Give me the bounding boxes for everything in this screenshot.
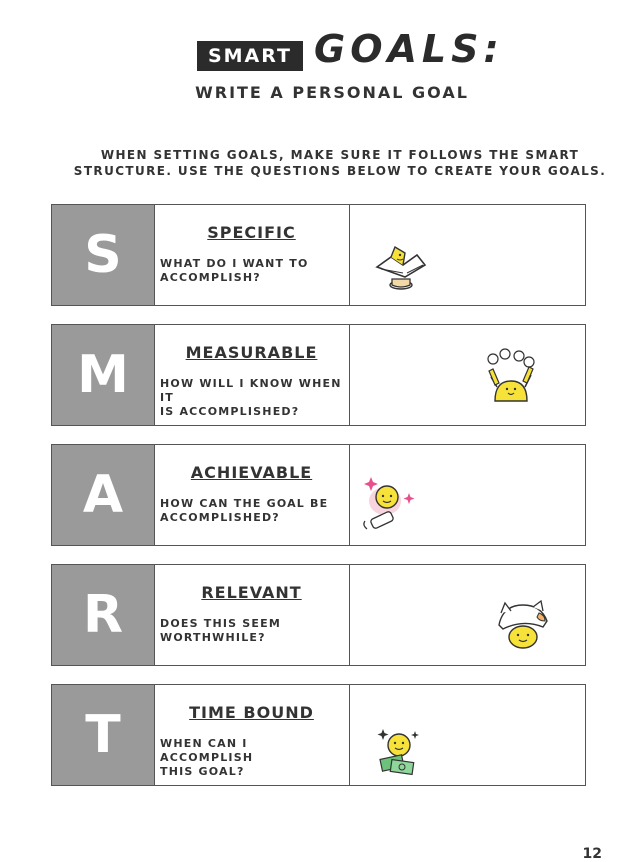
row-heading: ACHIEVABLE xyxy=(190,463,313,482)
row-question xyxy=(160,377,342,419)
goal-writing-area[interactable] xyxy=(349,325,585,425)
row-question xyxy=(160,737,342,779)
smart-row-measurable xyxy=(51,324,586,426)
goal-writing-area[interactable] xyxy=(349,445,585,545)
row-question-line-1: WHAT DO I WANT TO xyxy=(160,257,309,270)
row-question xyxy=(160,497,342,525)
row-question-line-1: WHEN CAN I ACCOMPLISH xyxy=(160,737,254,764)
goals-title: GOALS: xyxy=(314,27,504,71)
lightbulb-character-icon xyxy=(361,471,419,535)
row-heading: RELEVANT xyxy=(201,583,302,602)
goal-writing-area[interactable] xyxy=(349,685,585,785)
dog-character-icon xyxy=(493,599,553,655)
instructions-line-2: STRUCTURE. USE THE QUESTIONS BELOW TO CREATE YOUR GOALS. xyxy=(73,164,607,178)
row-question-line-2: IS ACCOMPLISHED? xyxy=(160,405,300,418)
row-question xyxy=(160,617,342,645)
money-character-icon xyxy=(375,725,423,779)
smart-row-achievable xyxy=(51,444,586,546)
goal-writing-area[interactable] xyxy=(349,565,585,665)
smart-row-specific xyxy=(51,204,586,306)
page-subtitle: WRITE A PERSONAL GOAL xyxy=(195,83,469,102)
row-question-line-2: ACCOMPLISHED? xyxy=(160,511,280,524)
row-letter: A xyxy=(52,445,155,545)
instructions xyxy=(40,147,640,179)
row-letter: M xyxy=(52,325,155,425)
row-question-line-2: ACCOMPLISH? xyxy=(160,271,261,284)
row-question-line-2: WORTHWHILE? xyxy=(160,631,266,644)
row-question-line-1: HOW CAN THE GOAL BE xyxy=(160,497,329,510)
row-heading: MEASURABLE xyxy=(185,343,318,362)
smart-label-box: SMART xyxy=(197,41,303,71)
row-question-line-2: THIS GOAL? xyxy=(160,765,245,778)
goal-writing-area[interactable] xyxy=(349,205,585,305)
instructions-line-1: WHEN SETTING GOALS, MAKE SURE IT FOLLOWS THE SMART xyxy=(100,148,580,162)
book-coffee-icon xyxy=(373,243,429,293)
row-heading: SPECIFIC xyxy=(207,223,296,242)
smart-row-relevant xyxy=(51,564,586,666)
cheering-character-icon xyxy=(481,347,541,407)
smart-row-time-bound xyxy=(51,684,586,786)
row-prompt-cell xyxy=(154,565,350,665)
row-question xyxy=(160,257,342,285)
row-prompt-cell xyxy=(154,685,350,785)
row-prompt-cell xyxy=(154,445,350,545)
row-letter: R xyxy=(52,565,155,665)
row-letter: S xyxy=(52,205,155,305)
row-prompt-cell xyxy=(154,205,350,305)
row-letter: T xyxy=(52,685,155,785)
page-header xyxy=(0,28,640,78)
row-heading: TIME BOUND xyxy=(189,703,314,722)
page-number: 12 xyxy=(582,846,602,862)
row-prompt-cell xyxy=(154,325,350,425)
row-question-line-1: DOES THIS SEEM xyxy=(160,617,281,630)
row-question-line-1: HOW WILL I KNOW WHEN IT xyxy=(160,377,342,404)
